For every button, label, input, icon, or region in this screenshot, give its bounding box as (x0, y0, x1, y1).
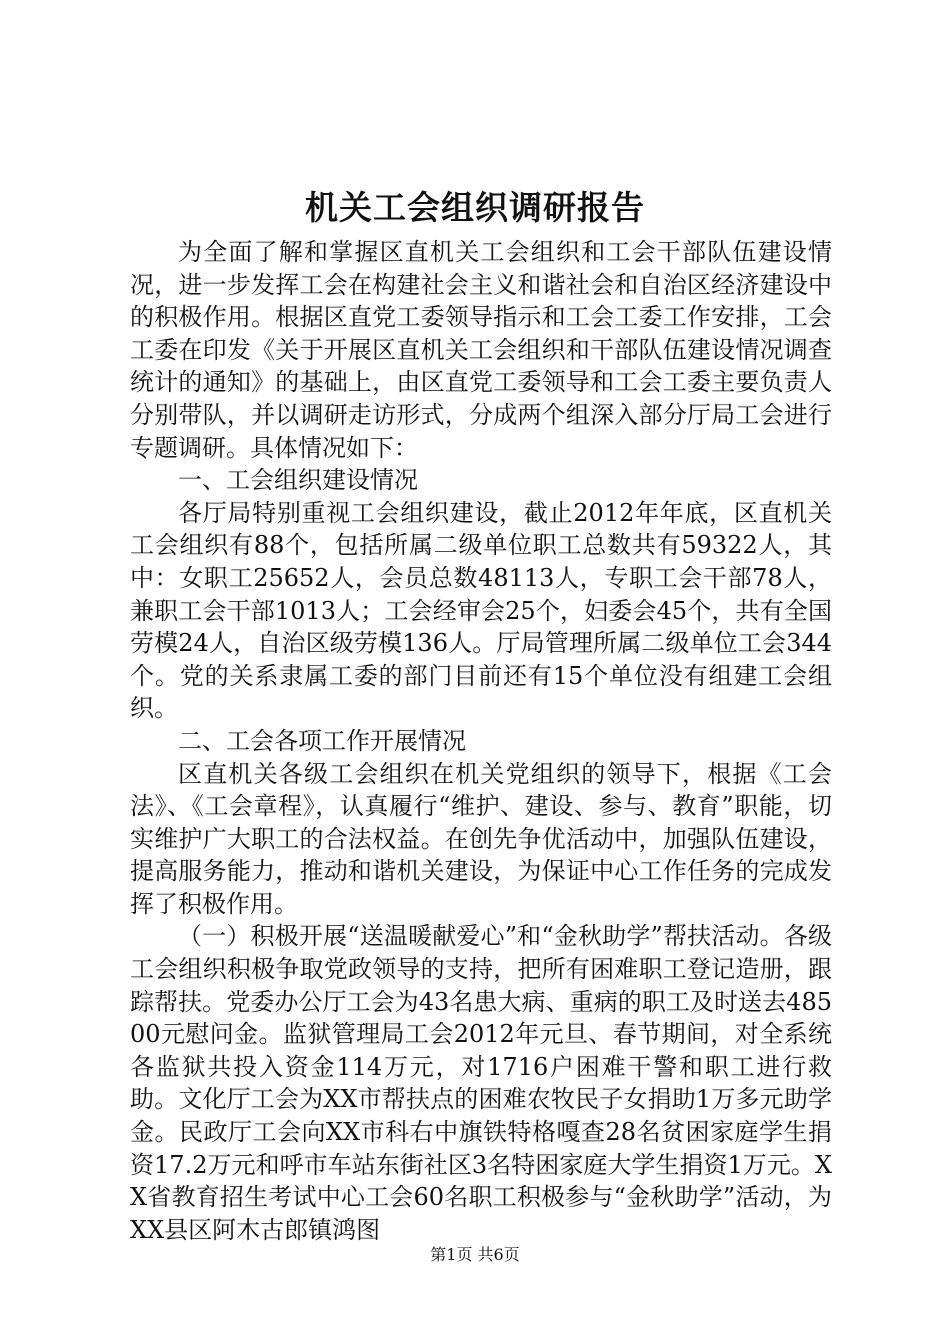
paragraph-org-building: 各厅局特别重视工会组织建设，截止2012年年底，区直机关工会组织有88个，包括所属二级单位职工总数共有59322人，其中：女职工25652人，会员总数48113人，专职工会干部78人，兼职工会干部1013人；工会经审会25个，妇委会45个，共有全国劳模24人，自治区级劳模136人。厅局管理所属二级单位工会344个。党的关系隶属工委的部门目前还有15个单位没有组建工会组织。 (130, 498, 832, 723)
paragraph-assistance: （一）积极开展“送温暖献爱心”和“金秋助学”帮扶活动。各级工会组织积极争取党政领导的支持，把所有困难职工登记造册，跟踪帮扶。党委办公厅工会为43名患大病、重病的职工及时送去48500元慰问金。监狱管理局工会2012年元旦、春节期间，对全系统各监狱共投入资金114万元，对1716户困难干警和职工进行救助。文化厅工会为XX市帮扶点的困难农牧民子女捐助1万多元助学金。民政厅工会向XX市科右中旗铁特格嘎查28名贫困家庭学生捐资17.2万元和呼市车站东街社区3名特困家庭大学生捐资1万元。XX省教育招生考试中心工会60名职工积极参与“金秋助学”活动，为XX县区阿木古郎镇鸿图 (130, 922, 832, 1244)
section-heading-1: 一、工会组织建设情况 (178, 466, 418, 495)
section-heading-2: 二、工会各项工作开展情况 (178, 726, 466, 755)
paragraph-intro: 为全面了解和掌握区直机关工会组织和工会干部队伍建设情况，进一步发挥工会在构建社会主义和谐社会和自治区经济建设中的积极作用。根据区直党工委领导指示和工会工委工作安排，工会工委在印发《关于开展区直机关工会组织和干部队伍建设情况调查统计的通知》的基础上，由区直党工委领导和工会工委主要负责人分别带队，并以调研走访形式，分成两个组深入部分厅局工会进行专题调研。具体情况如下： (130, 238, 832, 462)
page-footer: 第1页 共6页 (430, 1245, 520, 1264)
document-title: 机关工会组织调研报告 (305, 188, 645, 227)
paragraph-work-overview: 区直机关各级工会组织在机关党组织的领导下，根据《工会法》、《工会章程》，认真履行“维护、建设、参与、教育”职能，切实维护广大职工的合法权益。在创先争优活动中，加强队伍建设，提高服务能力，推动和谐机关建设，为保证中心工作任务的完成发挥了积极作用。 (130, 759, 832, 918)
document-body (130, 236, 832, 1246)
